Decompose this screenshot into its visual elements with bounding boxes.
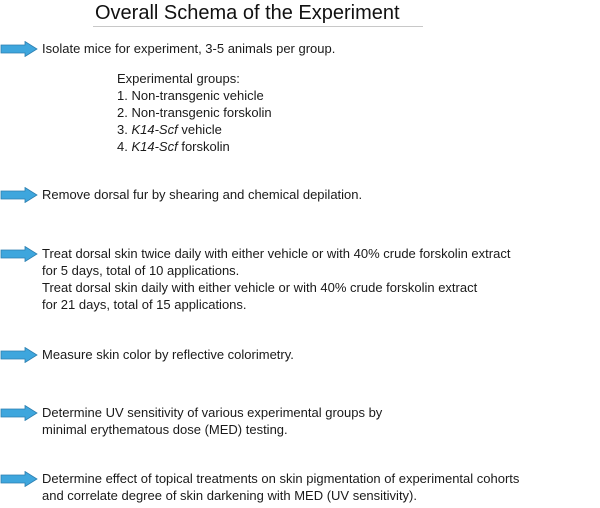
page-title: Overall Schema of the Experiment bbox=[95, 2, 400, 24]
group-number: 4. bbox=[117, 139, 128, 154]
group-number: 1. bbox=[117, 88, 128, 103]
group-treatment: vehicle bbox=[223, 88, 264, 103]
group-treatment: forskolin bbox=[181, 139, 230, 154]
group-name: Non-transgenic bbox=[131, 105, 220, 120]
right-arrow-icon bbox=[0, 246, 38, 262]
step-5-text bbox=[42, 404, 382, 438]
step-6-text bbox=[42, 470, 519, 504]
group-treatment: forskolin bbox=[223, 105, 272, 120]
group-item bbox=[117, 104, 272, 121]
step-3-text bbox=[42, 245, 510, 313]
step-line: Treat dorsal skin daily with either vehicle or with 40% crude forskolin extract bbox=[42, 280, 478, 295]
step-line: and correlate degree of skin darkening with MED (UV sensitivity). bbox=[42, 488, 417, 503]
group-item bbox=[117, 87, 272, 104]
group-number: 3. bbox=[117, 122, 128, 137]
group-treatment: vehicle bbox=[181, 122, 222, 137]
right-arrow-icon bbox=[0, 405, 38, 421]
step-line: for 5 days, total of 10 applications. bbox=[42, 263, 240, 278]
step-1-text bbox=[42, 40, 335, 57]
step-line: for 21 days, total of 15 applications. bbox=[42, 297, 247, 312]
title-underline bbox=[93, 26, 423, 27]
step-line: Treat dorsal skin twice daily with either vehicle or with 40% crude forskolin extract bbox=[42, 246, 511, 261]
group-genotype: K14-Scf bbox=[131, 122, 178, 137]
step-4-text bbox=[42, 346, 294, 363]
step-line: Determine UV sensitivity of various experimental groups by bbox=[42, 405, 383, 420]
right-arrow-icon bbox=[0, 347, 38, 363]
step-2-text bbox=[42, 186, 362, 203]
step-line: Remove dorsal fur by shearing and chemical depilation. bbox=[42, 187, 363, 202]
step-line: Isolate mice for experiment, 3-5 animals per group. bbox=[42, 41, 336, 56]
group-item bbox=[117, 138, 272, 155]
groups-heading: Experimental groups: bbox=[117, 71, 240, 86]
right-arrow-icon bbox=[0, 187, 38, 203]
group-number: 2. bbox=[117, 105, 128, 120]
step-line: Determine effect of topical treatments on skin pigmentation of experimental cohorts bbox=[42, 471, 520, 486]
group-name: Non-transgenic bbox=[131, 88, 220, 103]
step-line: minimal erythematous dose (MED) testing. bbox=[42, 422, 288, 437]
right-arrow-icon bbox=[0, 471, 38, 487]
step-line: Measure skin color by reflective colorimetry. bbox=[42, 347, 294, 362]
experimental-groups-list bbox=[117, 70, 272, 155]
group-genotype: K14-Scf bbox=[131, 139, 178, 154]
right-arrow-icon bbox=[0, 41, 38, 57]
group-item bbox=[117, 121, 272, 138]
